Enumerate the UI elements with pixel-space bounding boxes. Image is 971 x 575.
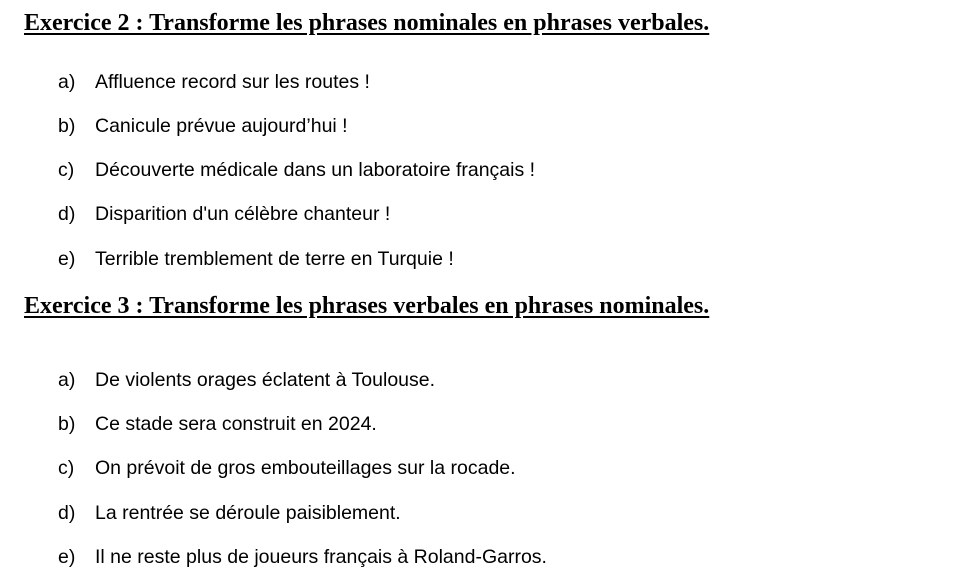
item-letter: a) [58,369,76,391]
item-text: De violents orages éclatent à Toulouse. [95,369,436,391]
item-letter: d) [58,203,76,225]
item-letter: e) [58,248,76,270]
item-letter: b) [58,413,76,435]
item-text: Découverte médicale dans un laboratoire français ! [95,159,536,181]
item-text: On prévoit de gros embouteillages sur la rocade. [95,457,516,479]
item-text: La rentrée se déroule paisiblement. [95,502,401,524]
list-item [58,73,370,93]
item-letter: d) [58,502,76,524]
list-item [58,504,401,524]
item-text: Canicule prévue aujourd’hui ! [95,115,348,137]
list-item [58,415,377,435]
item-text: Affluence record sur les routes ! [95,71,370,93]
item-letter: c) [58,457,75,479]
exercise-2-title: Exercice 2 : Transforme les phrases nominales en phrases verbales. [24,10,710,36]
item-text: Ce stade sera construit en 2024. [95,413,377,435]
exercise-3-title: Exercice 3 : Transforme les phrases verbales en phrases nominales. [24,293,710,319]
item-letter: c) [58,159,75,181]
list-item [58,161,535,181]
item-text: Disparition d'un célèbre chanteur ! [95,203,391,225]
item-letter: b) [58,115,76,137]
item-text: Terrible tremblement de terre en Turquie ! [95,248,454,270]
list-item [58,459,516,479]
list-item [58,250,454,270]
list-item [58,371,435,391]
list-item [58,117,348,137]
list-item [58,548,547,568]
item-text: Il ne reste plus de joueurs français à Roland-Garros. [95,546,547,568]
item-letter: e) [58,546,76,568]
item-letter: a) [58,71,76,93]
list-item [58,205,390,225]
